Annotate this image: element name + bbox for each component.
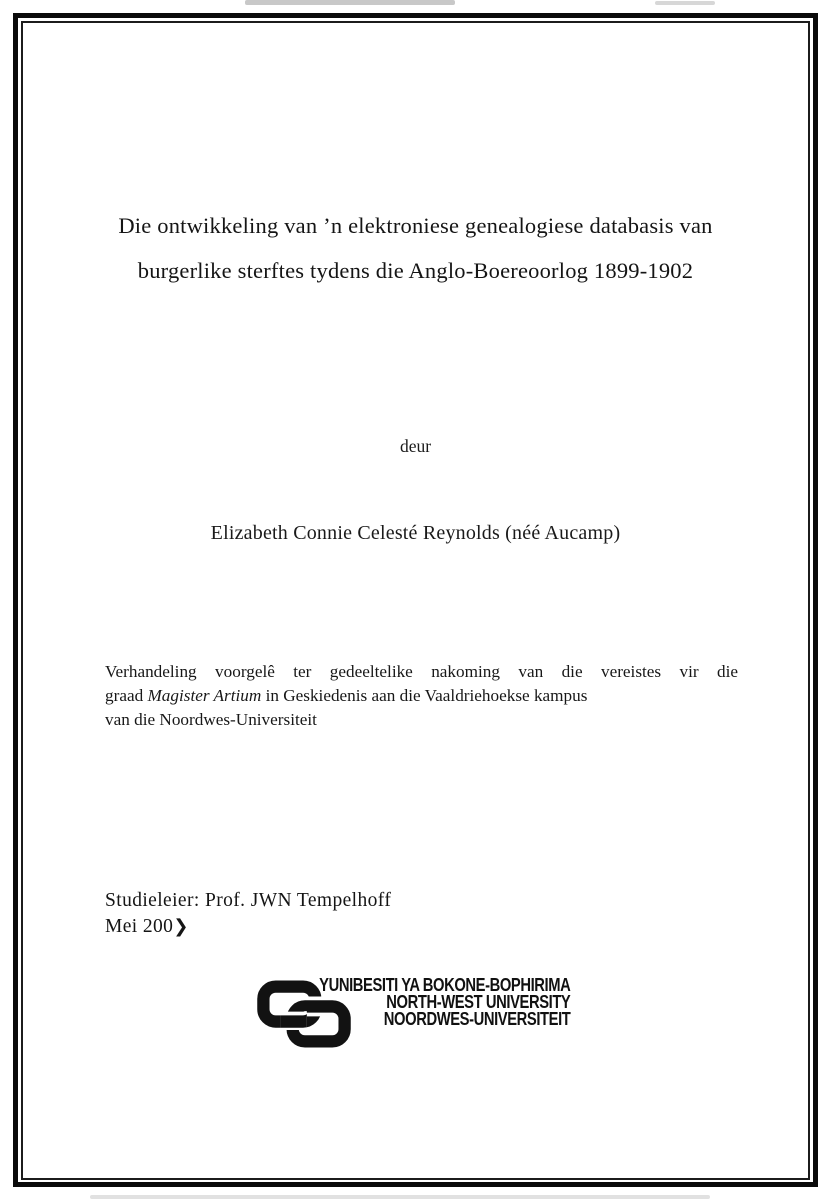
supervisor-block [105,888,391,939]
distorted-seven-glyph: ❯ [173,915,189,937]
author-name: Elizabeth Connie Celesté Reynolds (néé Aucamp) [210,522,621,544]
submission-note-line-1: Verhandeling voorgelê ter gedeeltelike nakoming van die vereistes vir die [105,662,738,681]
logo-line-english: NORTH-WEST UNIVERSITY [385,992,570,1013]
scan-smudge [655,1,715,5]
scan-smudge [245,0,455,5]
date-text: Mei 200 [105,915,174,937]
thesis-title [40,203,791,293]
submission-note-line-2-prefix: graad [105,686,148,705]
submission-note-line-2-suffix: in Geskiedenis aan die Vaaldriehoekse kampus [261,686,588,705]
date-line [105,914,391,940]
supervisor-line: Studieleier: Prof. JWN Tempelhoff [105,890,392,911]
thesis-title-line-2: burgerlike sterftes tydens die Anglo-Boereoorlog 1899-1902 [137,258,694,283]
submission-note-line-3: van die Noordwes-Universiteit [105,710,317,729]
degree-name-italic: Magister Artium [147,686,262,705]
scan-smudge [90,1195,710,1199]
logo-line-setswana: YUNIBESITI YA BOKONE-BOPHIRIMA [318,975,570,995]
byline-label: deur [399,436,432,456]
submission-note-line-2 [105,684,738,708]
nwu-logo-wordmark [319,977,570,1029]
submission-note [105,660,738,732]
logo-line-afrikaans: NOORDWES-UNIVERSITEIT [383,1009,570,1030]
thesis-title-line-1: Die ontwikkeling van ’n elektroniese genealogiese databasis van [118,213,713,238]
